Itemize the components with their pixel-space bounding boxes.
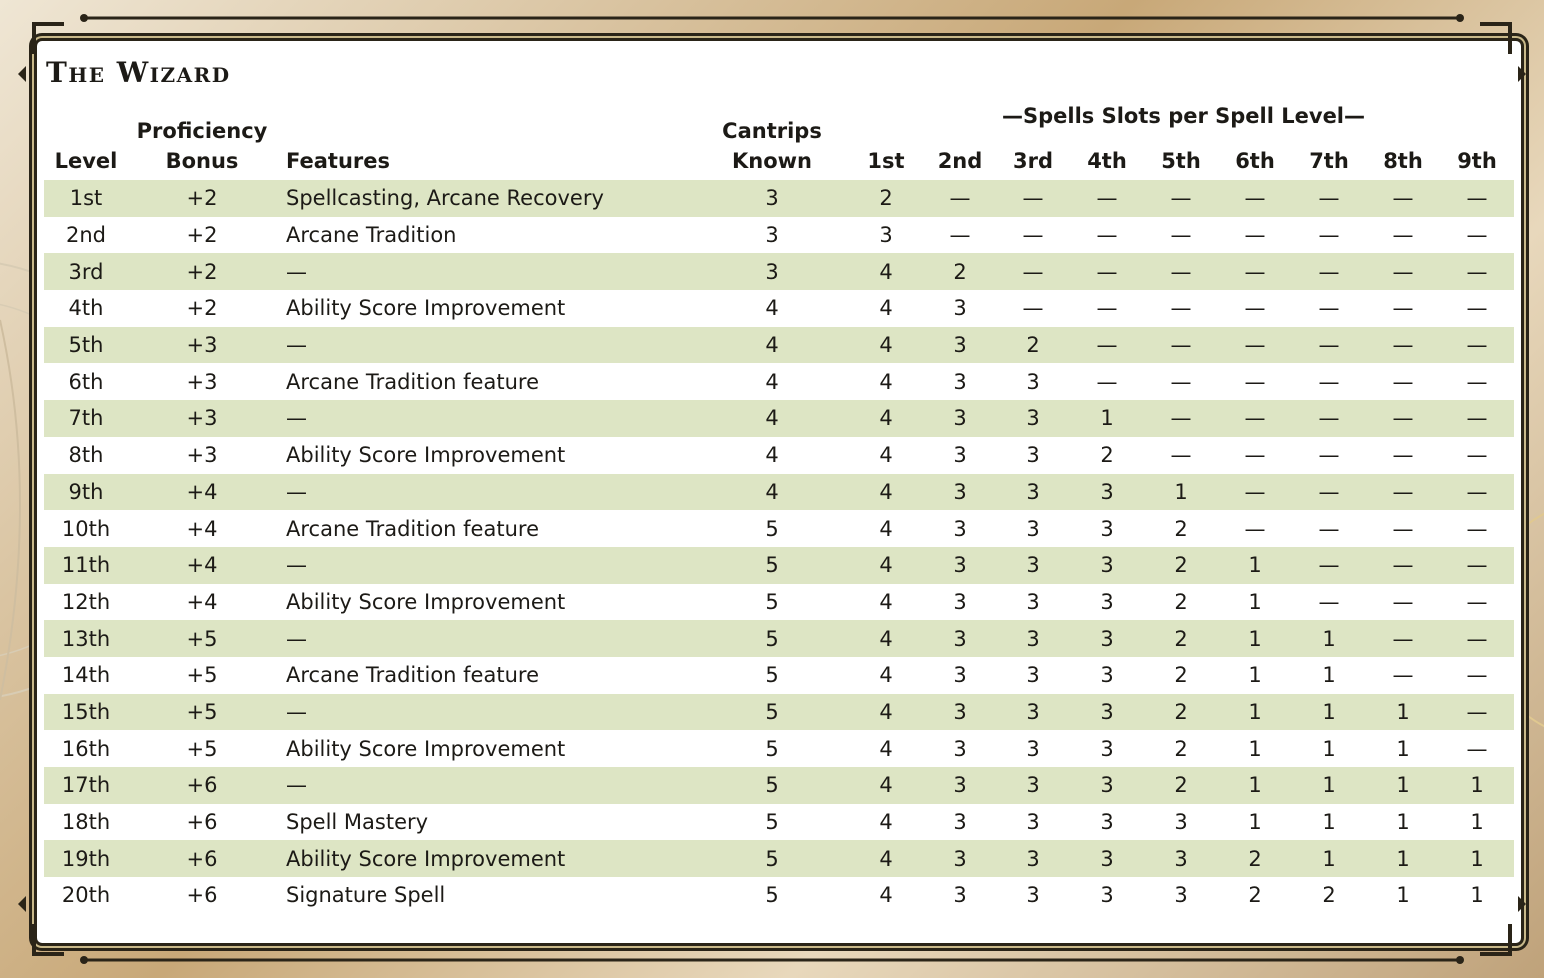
table-row bbox=[44, 730, 1514, 767]
header-slot-9th: 9th bbox=[1457, 149, 1497, 173]
cell-features: — bbox=[276, 327, 696, 364]
cell-level: 13th bbox=[44, 620, 128, 657]
cell-slot-2nd: 3 bbox=[924, 400, 996, 437]
cell-slot-1st: 4 bbox=[848, 253, 924, 290]
cell-slot-3rd: 3 bbox=[1026, 443, 1040, 468]
cell-slot-2nd: 3 bbox=[953, 736, 967, 761]
cell-slot-3rd: 3 bbox=[1026, 369, 1040, 394]
cell-proficiency-bonus: +5 bbox=[128, 620, 276, 657]
cell-slot-7th: 1 bbox=[1322, 663, 1336, 688]
header-cantrips-known: Cantrips Known bbox=[722, 119, 822, 173]
cell-slot-4th: 3 bbox=[1070, 547, 1144, 584]
cell-level: 10th bbox=[61, 516, 111, 541]
table-row bbox=[44, 510, 1514, 547]
cell-proficiency-bonus: +2 bbox=[186, 223, 218, 248]
cell-features: Arcane Tradition feature bbox=[286, 516, 539, 541]
table-row bbox=[44, 400, 1514, 437]
cell-proficiency-bonus: +6 bbox=[128, 840, 276, 877]
cell-slot-7th: 1 bbox=[1292, 767, 1366, 804]
cell-cantrips-known: 4 bbox=[696, 400, 848, 437]
cell-slot-6th: 1 bbox=[1248, 589, 1262, 614]
cell-slot-5th: 3 bbox=[1174, 810, 1188, 835]
cell-slot-7th: — bbox=[1292, 400, 1366, 437]
cell-slot-8th: 1 bbox=[1366, 840, 1440, 877]
cell-slot-7th: 2 bbox=[1322, 883, 1336, 908]
cell-slot-5th: 2 bbox=[1174, 516, 1188, 541]
cell-slot-6th: 1 bbox=[1248, 663, 1262, 688]
cell-slot-6th: 1 bbox=[1218, 547, 1292, 584]
cell-slot-4th: 3 bbox=[1100, 736, 1114, 761]
cell-proficiency-bonus: +2 bbox=[128, 180, 276, 217]
cell-slot-3rd: 3 bbox=[1026, 663, 1040, 688]
cell-slot-4th: — bbox=[1096, 369, 1118, 394]
cell-slot-8th: — bbox=[1366, 180, 1440, 217]
cell-features: — bbox=[276, 767, 696, 804]
cell-slot-9th: 1 bbox=[1470, 810, 1484, 835]
cell-slot-6th: 1 bbox=[1218, 694, 1292, 731]
header-slot-8th: 8th bbox=[1383, 149, 1423, 173]
cell-cantrips-known: 4 bbox=[765, 443, 779, 468]
cell-slot-2nd: 3 bbox=[953, 443, 967, 468]
cell-slot-9th: — bbox=[1440, 180, 1514, 217]
cell-slot-1st: 3 bbox=[879, 223, 893, 248]
cell-slot-1st: 4 bbox=[848, 474, 924, 511]
cell-slot-4th: — bbox=[1070, 327, 1144, 364]
cell-slot-8th: — bbox=[1366, 400, 1440, 437]
cell-slot-3rd: 3 bbox=[1026, 736, 1040, 761]
header-features: Features bbox=[286, 149, 390, 173]
header-slot-1st: 1st bbox=[867, 149, 905, 173]
cell-slot-8th: 1 bbox=[1396, 883, 1410, 908]
cell-slot-4th: — bbox=[1070, 253, 1144, 290]
cell-slot-9th: — bbox=[1440, 253, 1514, 290]
cell-slot-5th: — bbox=[1170, 296, 1192, 321]
cell-slot-4th: — bbox=[1070, 180, 1144, 217]
cell-slot-4th: 3 bbox=[1100, 663, 1114, 688]
cell-slot-5th: — bbox=[1144, 180, 1218, 217]
table-title: The Wizard bbox=[46, 56, 231, 89]
cell-slot-6th: 1 bbox=[1248, 810, 1262, 835]
table-row bbox=[44, 840, 1514, 877]
cell-cantrips-known: 5 bbox=[696, 767, 848, 804]
cell-level: 3rd bbox=[44, 253, 128, 290]
cell-slot-7th: 1 bbox=[1292, 840, 1366, 877]
cell-features: Ability Score Improvement bbox=[286, 736, 566, 761]
cell-slot-4th: 2 bbox=[1100, 443, 1114, 468]
table-row bbox=[44, 657, 1514, 694]
cell-slot-5th: 2 bbox=[1144, 620, 1218, 657]
cell-slot-2nd: 3 bbox=[924, 694, 996, 731]
cell-cantrips-known: 4 bbox=[765, 296, 779, 321]
cell-slot-7th: — bbox=[1318, 223, 1340, 248]
cell-slot-5th: — bbox=[1170, 443, 1192, 468]
cell-features: Arcane Tradition bbox=[286, 223, 457, 248]
cell-cantrips-known: 3 bbox=[696, 253, 848, 290]
cell-slot-2nd: 3 bbox=[953, 663, 967, 688]
cell-cantrips-known: 4 bbox=[696, 327, 848, 364]
cell-slot-6th: — bbox=[1244, 443, 1266, 468]
table-row bbox=[44, 363, 1514, 400]
cell-slot-5th: 2 bbox=[1144, 694, 1218, 731]
cell-slot-3rd: — bbox=[1022, 296, 1044, 321]
cell-slot-8th: — bbox=[1392, 516, 1414, 541]
cell-slot-4th: 3 bbox=[1100, 516, 1114, 541]
cell-cantrips-known: 5 bbox=[765, 883, 779, 908]
cell-features: — bbox=[276, 474, 696, 511]
header-slot-2nd: 2nd bbox=[937, 149, 983, 173]
cell-proficiency-bonus: +4 bbox=[186, 589, 218, 614]
header-slot-4th: 4th bbox=[1087, 149, 1127, 173]
cell-slot-6th: 1 bbox=[1248, 736, 1262, 761]
table-row bbox=[44, 620, 1514, 657]
table-row bbox=[44, 253, 1514, 290]
cell-slot-1st: 4 bbox=[879, 663, 893, 688]
table-row bbox=[44, 180, 1514, 217]
cell-slot-1st: 4 bbox=[879, 296, 893, 321]
cell-slot-6th: — bbox=[1218, 474, 1292, 511]
cell-level: 9th bbox=[44, 474, 128, 511]
cell-features: — bbox=[276, 400, 696, 437]
cell-level: 8th bbox=[68, 443, 104, 468]
cell-slot-8th: — bbox=[1366, 253, 1440, 290]
cell-proficiency-bonus: +4 bbox=[128, 547, 276, 584]
cell-proficiency-bonus: +4 bbox=[128, 474, 276, 511]
cell-features: Ability Score Improvement bbox=[286, 443, 566, 468]
cell-slot-5th: 3 bbox=[1144, 840, 1218, 877]
cell-level: 6th bbox=[68, 369, 104, 394]
cell-slot-1st: 4 bbox=[879, 736, 893, 761]
cell-level: 4th bbox=[68, 296, 104, 321]
cell-slot-2nd: 3 bbox=[953, 516, 967, 541]
cell-slot-1st: 4 bbox=[848, 327, 924, 364]
cell-level: 15th bbox=[44, 694, 128, 731]
cell-slot-6th: — bbox=[1218, 253, 1292, 290]
cell-slot-4th: 1 bbox=[1070, 400, 1144, 437]
cell-cantrips-known: 5 bbox=[765, 589, 779, 614]
cell-slot-6th: — bbox=[1244, 223, 1266, 248]
cell-slot-9th: — bbox=[1440, 547, 1514, 584]
cell-slot-3rd: 3 bbox=[996, 840, 1070, 877]
table-row bbox=[44, 767, 1514, 804]
cell-slot-2nd: 3 bbox=[924, 767, 996, 804]
cell-slot-8th: 1 bbox=[1366, 694, 1440, 731]
cell-slot-8th: — bbox=[1392, 223, 1414, 248]
cell-slot-7th: 1 bbox=[1322, 736, 1336, 761]
cell-slot-6th: 2 bbox=[1248, 883, 1262, 908]
cell-slot-5th: — bbox=[1144, 327, 1218, 364]
cell-slot-9th: — bbox=[1466, 663, 1488, 688]
cell-slot-3rd: 3 bbox=[996, 547, 1070, 584]
cell-proficiency-bonus: +6 bbox=[186, 810, 218, 835]
table-row bbox=[44, 474, 1514, 511]
cell-slot-3rd: 3 bbox=[996, 474, 1070, 511]
cell-slot-8th: — bbox=[1366, 547, 1440, 584]
cell-level: 16th bbox=[61, 736, 111, 761]
cell-slot-8th: — bbox=[1392, 443, 1414, 468]
cell-slot-2nd: 3 bbox=[953, 810, 967, 835]
cell-slot-5th: — bbox=[1144, 400, 1218, 437]
cell-slot-1st: 4 bbox=[879, 589, 893, 614]
cell-slot-4th: 3 bbox=[1070, 767, 1144, 804]
cell-slot-6th: 2 bbox=[1218, 840, 1292, 877]
cell-slot-5th: 2 bbox=[1174, 736, 1188, 761]
cell-slot-3rd: 3 bbox=[996, 620, 1070, 657]
cell-slot-4th: — bbox=[1096, 223, 1118, 248]
table-row bbox=[44, 804, 1514, 841]
cell-slot-7th: — bbox=[1292, 474, 1366, 511]
table-row bbox=[44, 584, 1514, 621]
table-row bbox=[44, 217, 1514, 254]
cell-slot-2nd: 3 bbox=[924, 547, 996, 584]
cell-proficiency-bonus: +2 bbox=[186, 296, 218, 321]
table-row bbox=[44, 694, 1514, 731]
cell-features: Ability Score Improvement bbox=[276, 840, 696, 877]
cell-slot-3rd: — bbox=[996, 180, 1070, 217]
cell-cantrips-known: 4 bbox=[765, 369, 779, 394]
cell-slot-7th: — bbox=[1292, 180, 1366, 217]
cell-slot-2nd: 3 bbox=[924, 327, 996, 364]
table-row bbox=[44, 290, 1514, 327]
cell-slot-5th: 1 bbox=[1144, 474, 1218, 511]
cell-slot-4th: — bbox=[1096, 296, 1118, 321]
cell-slot-1st: 4 bbox=[848, 620, 924, 657]
cell-slot-1st: 4 bbox=[848, 840, 924, 877]
cell-slot-1st: 4 bbox=[879, 883, 893, 908]
cell-proficiency-bonus: +3 bbox=[186, 369, 218, 394]
cell-slot-3rd: 3 bbox=[1026, 516, 1040, 541]
cell-slot-2nd: 3 bbox=[953, 296, 967, 321]
cell-slot-8th: — bbox=[1392, 369, 1414, 394]
cell-features: — bbox=[276, 694, 696, 731]
header-slot-7th: 7th bbox=[1309, 149, 1349, 173]
cell-slot-6th: 1 bbox=[1218, 620, 1292, 657]
cell-cantrips-known: 5 bbox=[696, 840, 848, 877]
cell-slot-9th: — bbox=[1466, 223, 1488, 248]
header-slot-6th: 6th bbox=[1235, 149, 1275, 173]
cell-slot-7th: — bbox=[1292, 327, 1366, 364]
cell-slot-1st: 4 bbox=[879, 443, 893, 468]
cell-slot-2nd: — bbox=[924, 180, 996, 217]
cell-slot-9th: — bbox=[1466, 369, 1488, 394]
cell-slot-2nd: 3 bbox=[924, 474, 996, 511]
cell-slot-1st: 4 bbox=[848, 547, 924, 584]
cell-proficiency-bonus: +3 bbox=[128, 327, 276, 364]
cell-features: — bbox=[276, 547, 696, 584]
cell-cantrips-known: 3 bbox=[765, 223, 779, 248]
cell-slot-9th: — bbox=[1440, 474, 1514, 511]
cell-slot-2nd: 3 bbox=[924, 620, 996, 657]
cell-slot-1st: 4 bbox=[879, 369, 893, 394]
cell-slot-7th: 1 bbox=[1292, 694, 1366, 731]
cell-level: 1st bbox=[44, 180, 128, 217]
cell-cantrips-known: 5 bbox=[765, 810, 779, 835]
header-proficiency-bonus: Proficiency Bonus bbox=[136, 119, 268, 173]
cell-slot-9th: — bbox=[1440, 327, 1514, 364]
cell-slot-8th: 1 bbox=[1396, 810, 1410, 835]
cell-slot-5th: 2 bbox=[1144, 767, 1218, 804]
cell-cantrips-known: 5 bbox=[765, 516, 779, 541]
cell-slot-9th: 1 bbox=[1440, 840, 1514, 877]
cell-slot-8th: 1 bbox=[1366, 767, 1440, 804]
cell-cantrips-known: 3 bbox=[696, 180, 848, 217]
cell-slot-2nd: — bbox=[949, 223, 971, 248]
cell-slot-1st: 4 bbox=[879, 810, 893, 835]
cell-slot-9th: — bbox=[1466, 296, 1488, 321]
cell-slot-9th: — bbox=[1466, 443, 1488, 468]
cell-slot-8th: — bbox=[1366, 474, 1440, 511]
cell-slot-9th: — bbox=[1466, 589, 1488, 614]
cell-slot-5th: 3 bbox=[1174, 883, 1188, 908]
cell-slot-5th: 2 bbox=[1144, 547, 1218, 584]
cell-slot-9th: — bbox=[1440, 620, 1514, 657]
cell-slot-4th: 3 bbox=[1100, 883, 1114, 908]
cell-level: 2nd bbox=[65, 223, 106, 248]
cell-slot-9th: — bbox=[1440, 400, 1514, 437]
table-row bbox=[44, 437, 1514, 474]
cell-slot-4th: 3 bbox=[1100, 810, 1114, 835]
header-slot-5th: 5th bbox=[1161, 149, 1201, 173]
cell-slot-6th: — bbox=[1244, 369, 1266, 394]
cell-proficiency-bonus: +5 bbox=[128, 694, 276, 731]
cell-level: 11th bbox=[44, 547, 128, 584]
cell-slot-2nd: 3 bbox=[953, 883, 967, 908]
cell-slot-1st: 2 bbox=[848, 180, 924, 217]
cell-slot-4th: 3 bbox=[1070, 840, 1144, 877]
cell-slot-8th: — bbox=[1392, 296, 1414, 321]
cell-slot-9th: — bbox=[1440, 694, 1514, 731]
cell-slot-3rd: 3 bbox=[996, 400, 1070, 437]
cell-slot-1st: 4 bbox=[848, 694, 924, 731]
cell-level: 20th bbox=[61, 883, 111, 908]
cell-features: Ability Score Improvement bbox=[286, 589, 566, 614]
cell-slot-4th: 3 bbox=[1070, 694, 1144, 731]
cell-slot-5th: 2 bbox=[1174, 589, 1188, 614]
cell-cantrips-known: 5 bbox=[765, 736, 779, 761]
table-row bbox=[44, 877, 1514, 914]
cell-cantrips-known: 5 bbox=[696, 547, 848, 584]
cell-slot-3rd: 2 bbox=[996, 327, 1070, 364]
header-level: Level bbox=[54, 149, 118, 173]
header-row bbox=[44, 114, 1514, 180]
table-row bbox=[44, 327, 1514, 364]
cell-slot-9th: — bbox=[1466, 516, 1488, 541]
cell-cantrips-known: 5 bbox=[765, 663, 779, 688]
cell-slot-7th: — bbox=[1318, 589, 1340, 614]
cell-features: Arcane Tradition feature bbox=[286, 369, 539, 394]
cell-slot-6th: — bbox=[1244, 516, 1266, 541]
cell-slot-5th: — bbox=[1170, 223, 1192, 248]
cell-slot-1st: 4 bbox=[848, 400, 924, 437]
cell-slot-7th: — bbox=[1318, 443, 1340, 468]
cell-slot-6th: — bbox=[1218, 327, 1292, 364]
cell-features: — bbox=[276, 620, 696, 657]
cell-level: 7th bbox=[44, 400, 128, 437]
cell-features: Signature Spell bbox=[286, 883, 446, 908]
cell-slot-5th: 2 bbox=[1174, 663, 1188, 688]
cell-level: 18th bbox=[61, 810, 111, 835]
header-slot-3rd: 3rd bbox=[1012, 149, 1053, 173]
cell-proficiency-bonus: +5 bbox=[186, 736, 218, 761]
table-row bbox=[44, 547, 1514, 584]
wizard-progression-table bbox=[44, 114, 1514, 914]
cell-slot-3rd: 3 bbox=[996, 694, 1070, 731]
cell-slot-5th: — bbox=[1144, 253, 1218, 290]
cell-features: Spellcasting, Arcane Recovery bbox=[276, 180, 696, 217]
cell-slot-7th: 1 bbox=[1322, 810, 1336, 835]
cell-slot-7th: — bbox=[1292, 547, 1366, 584]
cell-slot-1st: 4 bbox=[879, 516, 893, 541]
cell-cantrips-known: 4 bbox=[696, 474, 848, 511]
cell-slot-3rd: 3 bbox=[1026, 589, 1040, 614]
cell-slot-3rd: 3 bbox=[1026, 810, 1040, 835]
cell-slot-7th: — bbox=[1292, 253, 1366, 290]
cell-slot-2nd: 3 bbox=[924, 840, 996, 877]
cell-slot-8th: 1 bbox=[1396, 736, 1410, 761]
cell-slot-3rd: — bbox=[1022, 223, 1044, 248]
cell-proficiency-bonus: +5 bbox=[186, 663, 218, 688]
cell-slot-7th: — bbox=[1318, 296, 1340, 321]
cell-level: 14th bbox=[61, 663, 111, 688]
cell-level: 19th bbox=[44, 840, 128, 877]
cell-slot-7th: — bbox=[1318, 516, 1340, 541]
cell-slot-2nd: 3 bbox=[953, 369, 967, 394]
cell-level: 17th bbox=[44, 767, 128, 804]
cell-slot-6th: — bbox=[1218, 400, 1292, 437]
cell-slot-4th: 3 bbox=[1070, 474, 1144, 511]
cell-slot-8th: — bbox=[1366, 327, 1440, 364]
cell-slot-5th: — bbox=[1170, 369, 1192, 394]
cell-features: Spell Mastery bbox=[286, 810, 429, 835]
cell-proficiency-bonus: +6 bbox=[128, 767, 276, 804]
table-body bbox=[44, 180, 1514, 914]
cell-features: Arcane Tradition feature bbox=[286, 663, 539, 688]
cell-level: 5th bbox=[44, 327, 128, 364]
cell-level: 12th bbox=[61, 589, 111, 614]
cell-slot-6th: — bbox=[1218, 180, 1292, 217]
cell-slot-7th: 1 bbox=[1292, 620, 1366, 657]
cell-slot-8th: — bbox=[1392, 589, 1414, 614]
cell-slot-3rd: — bbox=[996, 253, 1070, 290]
spell-slots-group-header: —Spells Slots per Spell Level— bbox=[1002, 104, 1366, 128]
cell-slot-2nd: 2 bbox=[924, 253, 996, 290]
cell-slot-3rd: 3 bbox=[996, 767, 1070, 804]
cell-slot-6th: 1 bbox=[1218, 767, 1292, 804]
cell-slot-8th: — bbox=[1366, 620, 1440, 657]
cell-proficiency-bonus: +6 bbox=[186, 883, 218, 908]
cell-slot-4th: 3 bbox=[1100, 589, 1114, 614]
cell-cantrips-known: 5 bbox=[696, 620, 848, 657]
cell-slot-8th: — bbox=[1392, 663, 1414, 688]
cell-slot-9th: 1 bbox=[1440, 767, 1514, 804]
cell-features: — bbox=[276, 253, 696, 290]
cell-proficiency-bonus: +3 bbox=[128, 400, 276, 437]
cell-proficiency-bonus: +4 bbox=[186, 516, 218, 541]
cell-proficiency-bonus: +2 bbox=[128, 253, 276, 290]
cell-proficiency-bonus: +3 bbox=[186, 443, 218, 468]
cell-slot-2nd: 3 bbox=[953, 589, 967, 614]
cell-features: Ability Score Improvement bbox=[286, 296, 566, 321]
cell-slot-9th: — bbox=[1466, 736, 1488, 761]
cell-slot-3rd: 3 bbox=[1026, 883, 1040, 908]
cell-cantrips-known: 5 bbox=[696, 694, 848, 731]
cell-slot-9th: 1 bbox=[1470, 883, 1484, 908]
cell-slot-7th: — bbox=[1318, 369, 1340, 394]
cell-slot-6th: — bbox=[1244, 296, 1266, 321]
cell-slot-4th: 3 bbox=[1070, 620, 1144, 657]
cell-slot-1st: 4 bbox=[848, 767, 924, 804]
